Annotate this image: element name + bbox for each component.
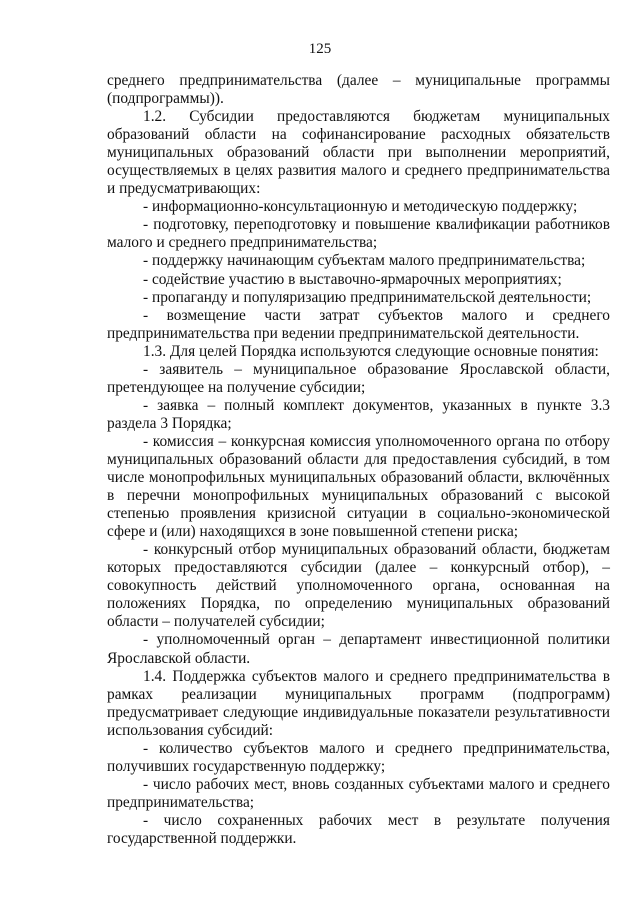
list-item: - количество субъектов малого и среднего предпринимательства, получивших государственную поддержку; <box>107 739 610 775</box>
paragraph: среднего предпринимательства (далее – муниципальные программы (подпрограммы)). <box>107 72 610 108</box>
definition-item: - заявитель – муниципальное образование Ярославской области, претендующее на получение субсидии; <box>107 360 610 396</box>
definition-item: - комиссия – конкурсная комиссия уполномоченного органа по отбору муниципальных образований области для предоставления субсидий, в том числе монопрофильных муниципальных образований области, включённых в перечни монопрофильных муниципальных образований с высокой степенью проявления кризисной ситуации в социально-экономической сфере и (или) находящихся в зоне повышенной степени риска; <box>107 432 610 541</box>
list-item: - подготовку, переподготовку и повышение квалификации работников малого и среднего предпринимательства; <box>107 216 610 252</box>
document-body <box>107 72 610 848</box>
list-item: - пропаганду и популяризацию предпринимательской деятельности; <box>143 288 592 306</box>
definition-item: - конкурсный отбор муниципальных образований области, бюджетам которых предоставляются субсидии (далее – конкурсный отбор), – совокупность действий уполномоченного органа, основанная на положениях Порядка, по определению муниципальных образований области – получателей субсидии; <box>107 541 610 631</box>
page-number: 125 <box>308 41 332 57</box>
list-item: - содействие участию в выставочно-ярмарочных мероприятиях; <box>143 270 562 288</box>
paragraph: 1.2. Субсидии предоставляются бюджетам муниципальных образований области на софинансирование расходных обязательств муниципальных образований области при выполнении мероприятий, осуществляемых в целях развития малого и среднего предпринимательства и предусматривающих: <box>107 108 610 198</box>
list-item: - поддержку начинающим субъектам малого предпринимательства; <box>143 252 586 270</box>
list-item: - возмещение части затрат субъектов малого и среднего предпринимательства при ведении предпринимательской деятельности. <box>107 306 610 342</box>
list-item: - информационно-консультационную и методическую поддержку; <box>143 198 578 216</box>
paragraph: 1.4. Поддержка субъектов малого и среднего предпринимательства в рамках реализации муниципальных программ (подпрограмм) предусматривает следующие индивидуальные показатели результативности использования субсидий: <box>107 667 610 739</box>
list-item: - число сохраненных рабочих мест в результате получения государственной поддержки. <box>107 811 610 847</box>
paragraph: 1.3. Для целей Порядка используются следующие основные понятия: <box>143 342 599 360</box>
list-item: - число рабочих мест, вновь созданных субъектами малого и среднего предпринимательства; <box>107 775 610 811</box>
definition-item: - уполномоченный орган – департамент инвестиционной политики Ярославской области. <box>107 631 610 667</box>
definition-item: - заявка – полный комплект документов, указанных в пункте 3.3 раздела 3 Порядка; <box>107 396 610 432</box>
